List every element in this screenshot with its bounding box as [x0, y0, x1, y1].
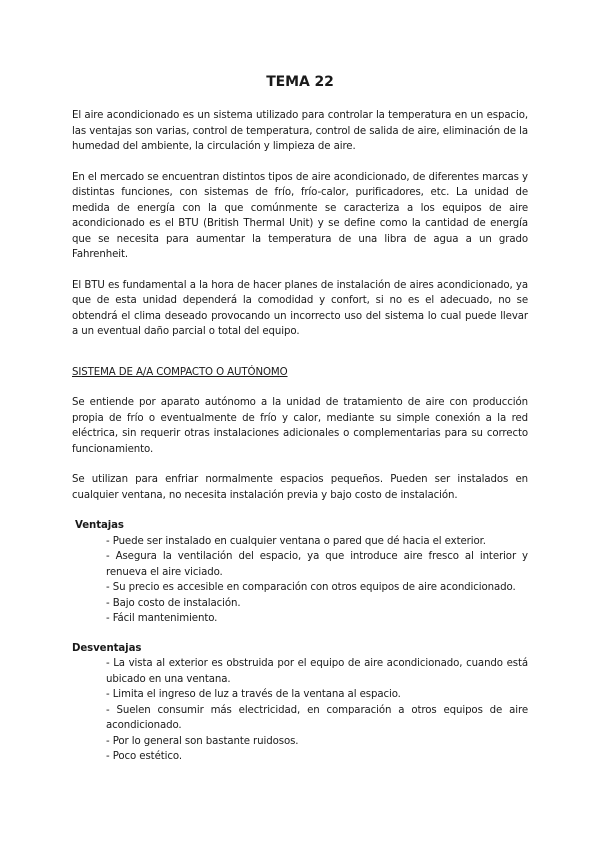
desventajas-heading: Desventajas [72, 642, 142, 654]
page-title: TEMA 22 [266, 74, 334, 90]
ventajas-item: - Asegura la ventilación del espacio, ya que introduce aire fresco al interior y renueva el aire viciado. [106, 551, 528, 578]
ventajas-item: - Puede ser instalado en cualquier ventana o pared que dé hacia el exterior. [106, 535, 486, 547]
intro-paragraph-2: En el mercado se encuentran distintos tipos de aire acondicionado, de diferentes marcas y distintas funciones, con sistemas de frío, frío-calor, purificadores, etc. La unidad de medida de energía con la que comúnmente se caracteriza a los equipos de aire acondicionado es el BTU (British Thermal Unit) y se define como la cantidad de energía que se necesita para aumentar la temperatura de una libra de agua a un grado Fahrenheit. [72, 171, 528, 260]
intro-paragraph-3: El BTU es fundamental a la hora de hacer planes de instalación de aires acondicionado, ya que de esta unidad dependerá la comodidad y confort, si no es el adecuado, no se obtendrá el clima deseado provocando un incorrecto uso del sistema lo cual puede llevar a un eventual daño parcial o total del equipo. [72, 279, 528, 337]
desventajas-item: - Limita el ingreso de luz a través de la ventana al espacio. [106, 689, 401, 700]
document-content [72, 73, 528, 779]
desventajas-list [72, 656, 528, 765]
section-heading: SISTEMA DE A/A COMPACTO O AUTÓNOMO [72, 366, 288, 378]
intro-paragraph-1: El aire acondicionado es un sistema utilizado para controlar la temperatura en un espacio, las ventajas son varias, control de temperatura, control de salida de aire, eliminación de la humedad del ambiente, la circulación y limpieza de aire. [72, 110, 528, 152]
section-paragraph-1: Se entiende por aparato autónomo a la unidad de tratamiento de aire con producción propia de frío o eventualmente de frío y calor, mediante su simple conexión a la red eléctrica, sin requerir otras instalaciones adicionales o complementarias para su correcto funcionamiento. [72, 397, 528, 455]
desventajas-item: - Poco estético. [106, 751, 182, 762]
ventajas-item: - Fácil mantenimiento. [106, 613, 218, 624]
section-paragraph-2: Se utilizan para enfriar normalmente espacios pequeños. Pueden ser instalados en cualquier ventana, no necesita instalación previa y bajo costo de instalación. [72, 474, 528, 501]
ventajas-list [72, 534, 528, 627]
ventajas-heading: Ventajas [75, 520, 124, 531]
desventajas-item: - Suelen consumir más electricidad, en comparación a otros equipos de aire acondicionado. [106, 704, 528, 731]
desventajas-item: - La vista al exterior es obstruida por el equipo de aire acondicionado, cuando está ubicado en una ventana. [106, 658, 528, 685]
desventajas-item: - Por lo general son bastante ruidosos. [106, 735, 299, 747]
ventajas-item: - Bajo costo de instalación. [106, 597, 241, 609]
ventajas-item: - Su precio es accesible en comparación con otros equipos de aire acondicionado. [106, 582, 516, 593]
